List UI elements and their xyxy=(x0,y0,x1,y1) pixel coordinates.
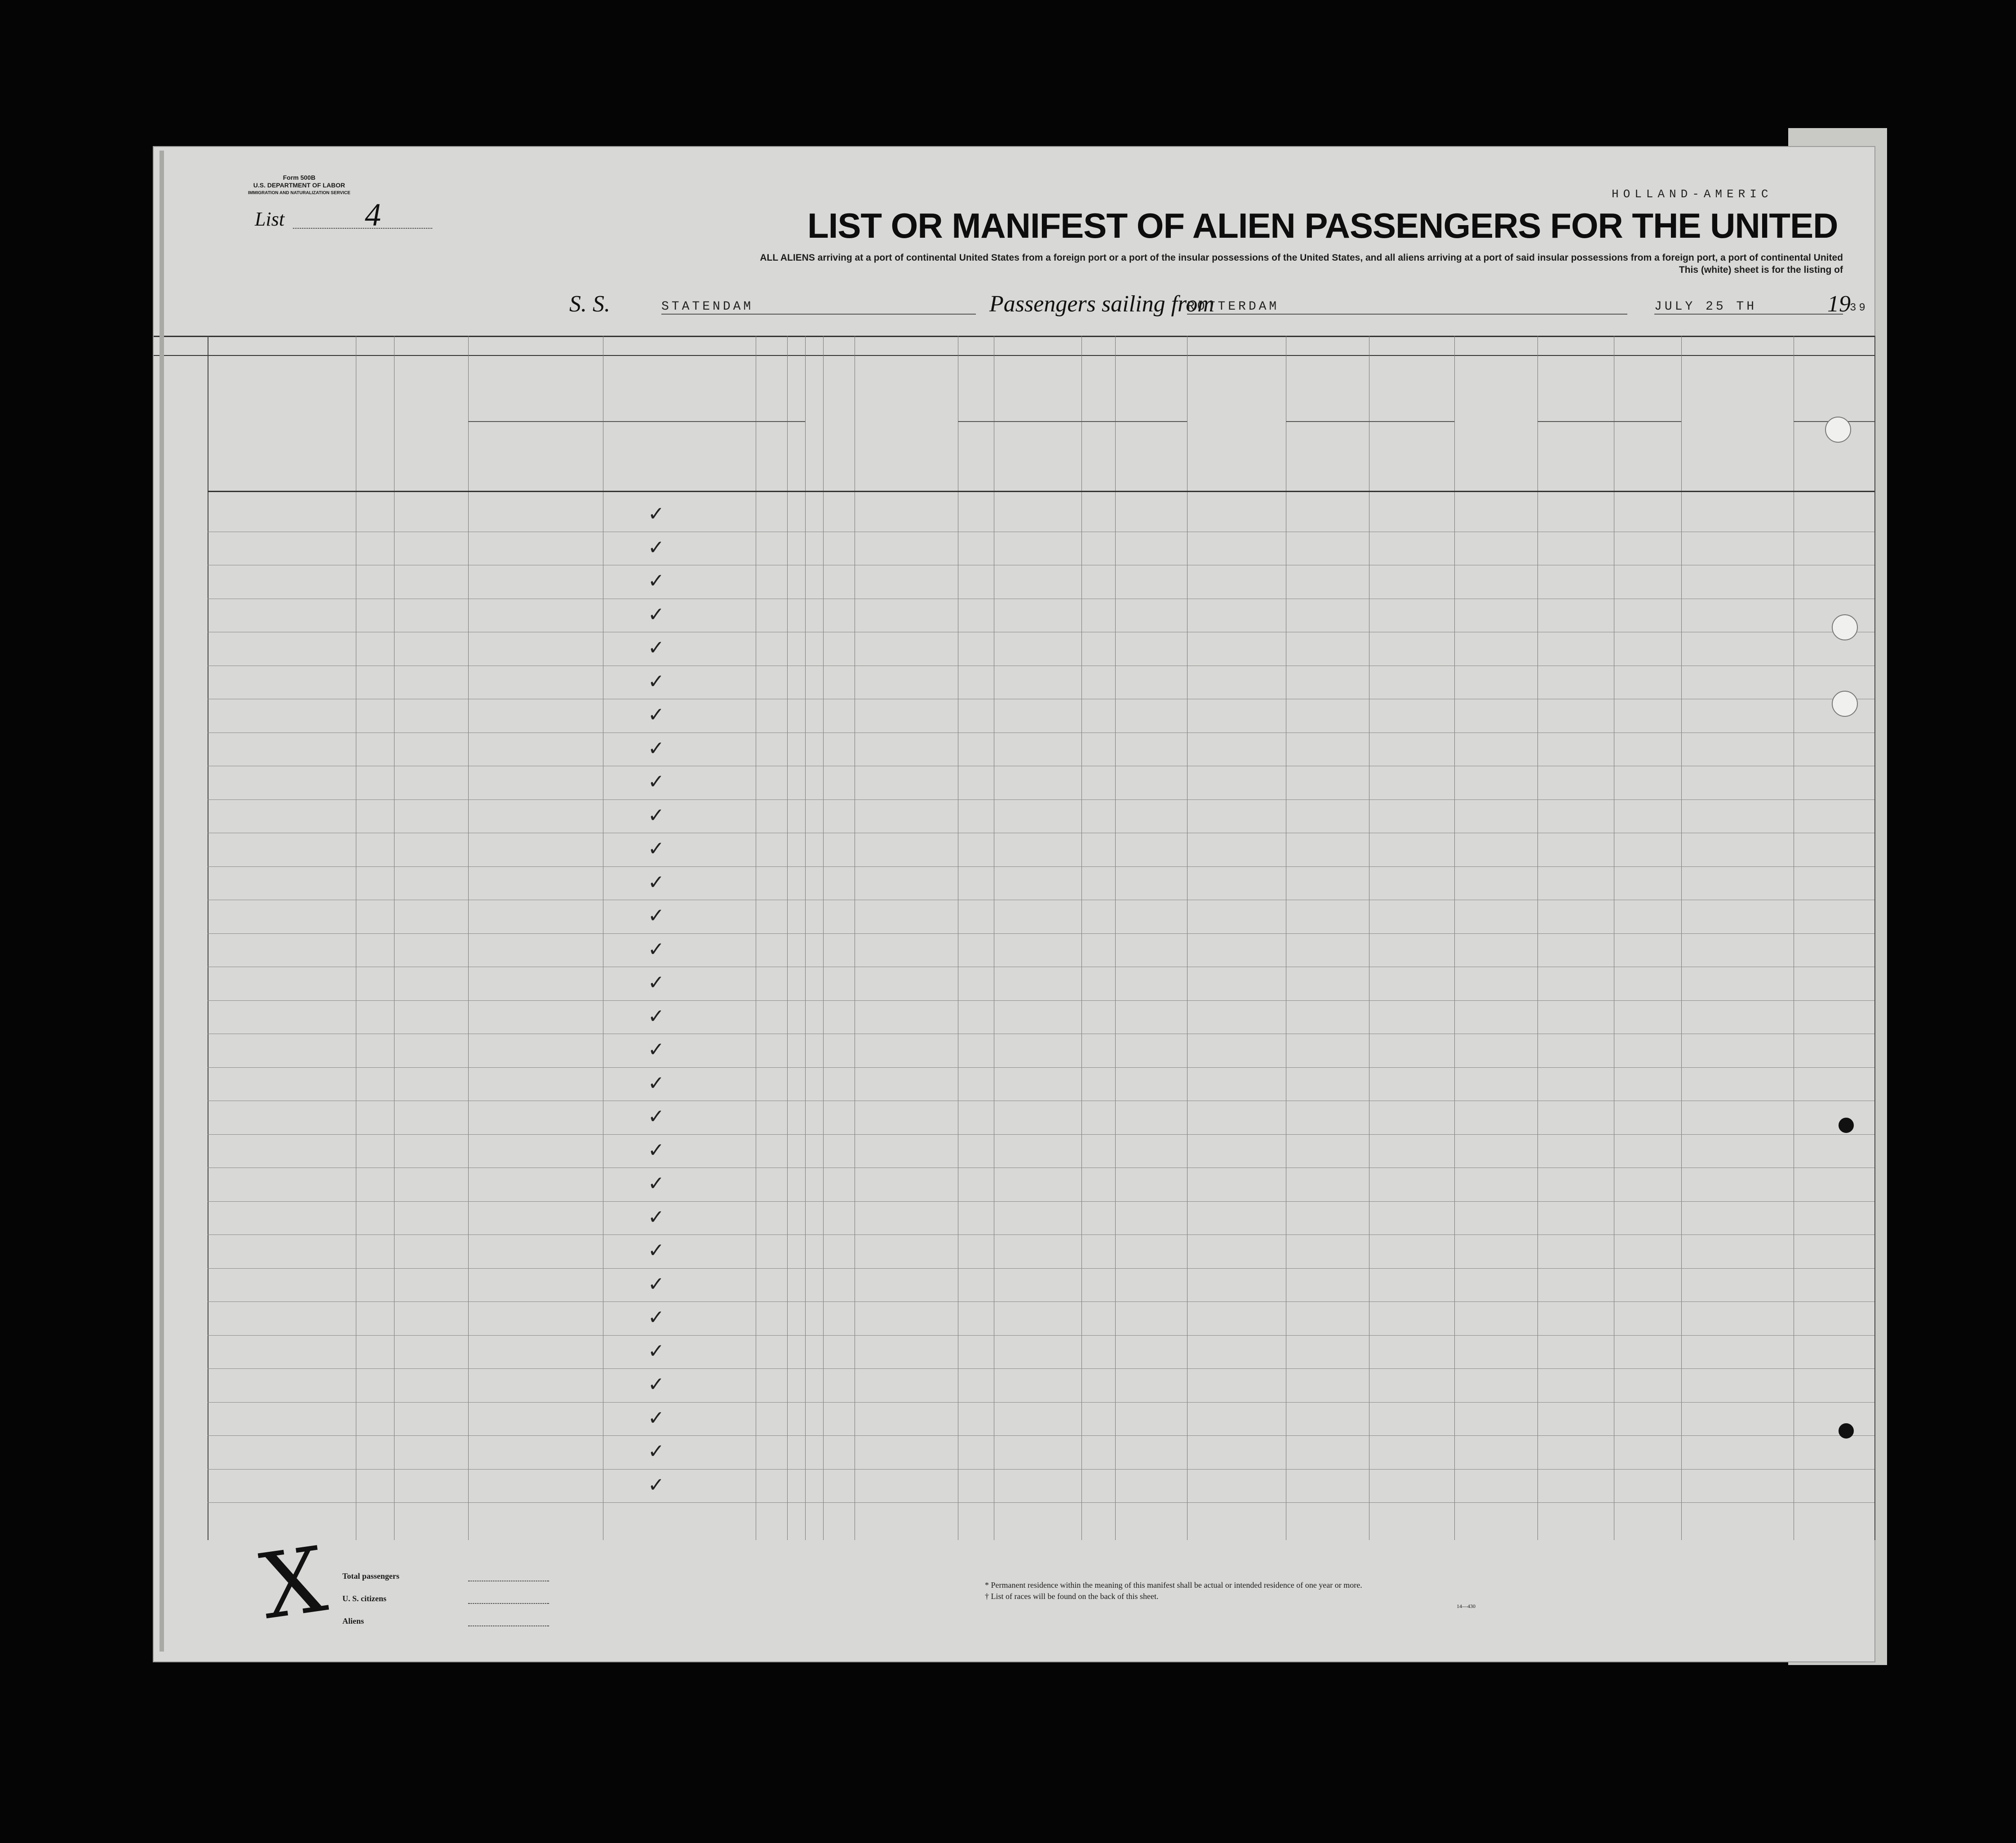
table-row-rule xyxy=(208,1502,1874,1503)
ship-name: STATENDAM xyxy=(661,300,976,315)
x-mark: X xyxy=(254,1527,332,1640)
list-label: List xyxy=(255,208,285,230)
table-row-rule xyxy=(208,1335,1874,1336)
column-divider xyxy=(1081,336,1082,1540)
table-row-rule xyxy=(208,1201,1874,1202)
form-number: Form 500B xyxy=(283,174,316,181)
footnote-residence: * Permanent residence within the meaning of this manifest shall be actual or intended residence of one year or more. xyxy=(985,1581,1362,1590)
table-row-rule xyxy=(208,799,1874,800)
sheet-edge xyxy=(160,151,164,1652)
column-divider xyxy=(823,336,824,1540)
check-mark: ✓ xyxy=(648,1172,665,1195)
binder-hole-4 xyxy=(1839,1118,1854,1133)
header-subrule xyxy=(1537,421,1681,422)
column-divider xyxy=(787,336,788,1540)
check-mark: ✓ xyxy=(648,1138,665,1162)
check-mark: ✓ xyxy=(648,837,665,860)
table-row-rule xyxy=(208,933,1874,934)
table-row-rule xyxy=(208,1402,1874,1403)
footnote-races: † List of races will be found on the back of this sheet. xyxy=(985,1592,1159,1601)
table-row-rule xyxy=(208,1000,1874,1001)
table-row-rule xyxy=(208,1301,1874,1302)
column-divider xyxy=(468,336,469,1540)
column-divider xyxy=(805,336,806,1540)
check-mark: ✓ xyxy=(648,1373,665,1396)
table-row-rule xyxy=(208,1435,1874,1436)
column-divider xyxy=(1115,336,1116,1540)
check-mark: ✓ xyxy=(648,737,665,760)
check-mark: ✓ xyxy=(648,870,665,894)
check-mark: ✓ xyxy=(648,1105,665,1128)
check-mark: ✓ xyxy=(648,636,665,659)
check-mark: ✓ xyxy=(648,904,665,927)
header-subrule xyxy=(756,421,805,422)
sailing-label: Passengers sailing from xyxy=(989,291,1214,317)
total-passengers-label: Total passengers xyxy=(342,1572,399,1581)
binder-hole-5 xyxy=(1839,1423,1854,1439)
check-mark: ✓ xyxy=(648,670,665,693)
table-row-rule xyxy=(208,866,1874,867)
form-code: 14—430 xyxy=(1457,1603,1475,1609)
check-mark: ✓ xyxy=(648,1272,665,1296)
check-mark: ✓ xyxy=(648,1306,665,1329)
check-mark: ✓ xyxy=(648,569,665,592)
us-citizens-line xyxy=(468,1603,549,1604)
aliens-label: Aliens xyxy=(342,1617,364,1625)
check-mark: ✓ xyxy=(648,703,665,726)
shipping-line-name: HOLLAND-AMERIC xyxy=(1612,187,1773,201)
aliens-line xyxy=(468,1625,549,1626)
manifest-sheet xyxy=(153,146,1875,1662)
page-subtitle-2: This (white) sheet is for the listing of xyxy=(1679,265,1843,275)
table-row-rule xyxy=(208,1368,1874,1369)
check-mark: ✓ xyxy=(648,1339,665,1363)
page-title: LIST OR MANIFEST OF ALIEN PASSENGERS FOR THE UNITED xyxy=(807,206,1838,245)
ss-label: S. S. xyxy=(569,291,610,317)
form-header xyxy=(248,174,350,197)
check-mark: ✓ xyxy=(648,502,665,525)
check-mark: ✓ xyxy=(648,1473,665,1497)
column-number-bar xyxy=(154,336,1874,356)
check-mark: ✓ xyxy=(648,1239,665,1262)
table-row-rule xyxy=(208,1067,1874,1068)
table-row-rule xyxy=(208,1469,1874,1470)
list-number-line xyxy=(293,228,432,229)
year-suffix: 39 xyxy=(1850,302,1868,314)
check-mark: ✓ xyxy=(648,536,665,559)
column-divider xyxy=(1537,336,1538,1540)
binder-hole-3 xyxy=(1832,691,1858,717)
departure-port: ROTTERDAM xyxy=(1187,300,1627,315)
check-mark: ✓ xyxy=(648,1004,665,1028)
check-mark: ✓ xyxy=(648,1038,665,1061)
check-mark: ✓ xyxy=(648,804,665,827)
check-mark: ✓ xyxy=(648,937,665,961)
column-divider xyxy=(1454,336,1455,1540)
departure-date: JULY 25 TH xyxy=(1654,300,1843,315)
check-mark: ✓ xyxy=(648,971,665,994)
year-label: 19 xyxy=(1827,291,1851,317)
column-divider xyxy=(1681,336,1682,1540)
header-subrule xyxy=(958,421,1187,422)
check-mark: ✓ xyxy=(648,770,665,793)
check-mark: ✓ xyxy=(648,1205,665,1229)
check-mark: ✓ xyxy=(648,1071,665,1095)
table-row-rule xyxy=(208,1134,1874,1135)
check-mark: ✓ xyxy=(648,1440,665,1463)
department-name: U.S. DEPARTMENT OF LABOR xyxy=(253,182,346,189)
table-row-rule xyxy=(208,1268,1874,1269)
service-name: IMMIGRATION AND NATURALIZATION SERVICE xyxy=(248,191,350,195)
binder-hole-2 xyxy=(1832,614,1858,640)
check-mark: ✓ xyxy=(648,603,665,626)
header-subrule xyxy=(1286,421,1454,422)
header-subrule xyxy=(468,421,756,422)
column-divider xyxy=(1874,336,1875,1540)
header-divider xyxy=(208,491,1874,492)
page-subtitle: ALL ALIENS arriving at a port of continental United States from a foreign port or a port of the insular possessions of the United States, and all aliens arriving at a port of said insular possessions from a foreign port, a port of continental United xyxy=(760,253,1843,263)
check-mark: ✓ xyxy=(648,1406,665,1430)
list-number: 4 xyxy=(365,197,381,233)
binder-hole-1 xyxy=(1825,417,1851,443)
us-citizens-label: U. S. citizens xyxy=(342,1594,386,1603)
